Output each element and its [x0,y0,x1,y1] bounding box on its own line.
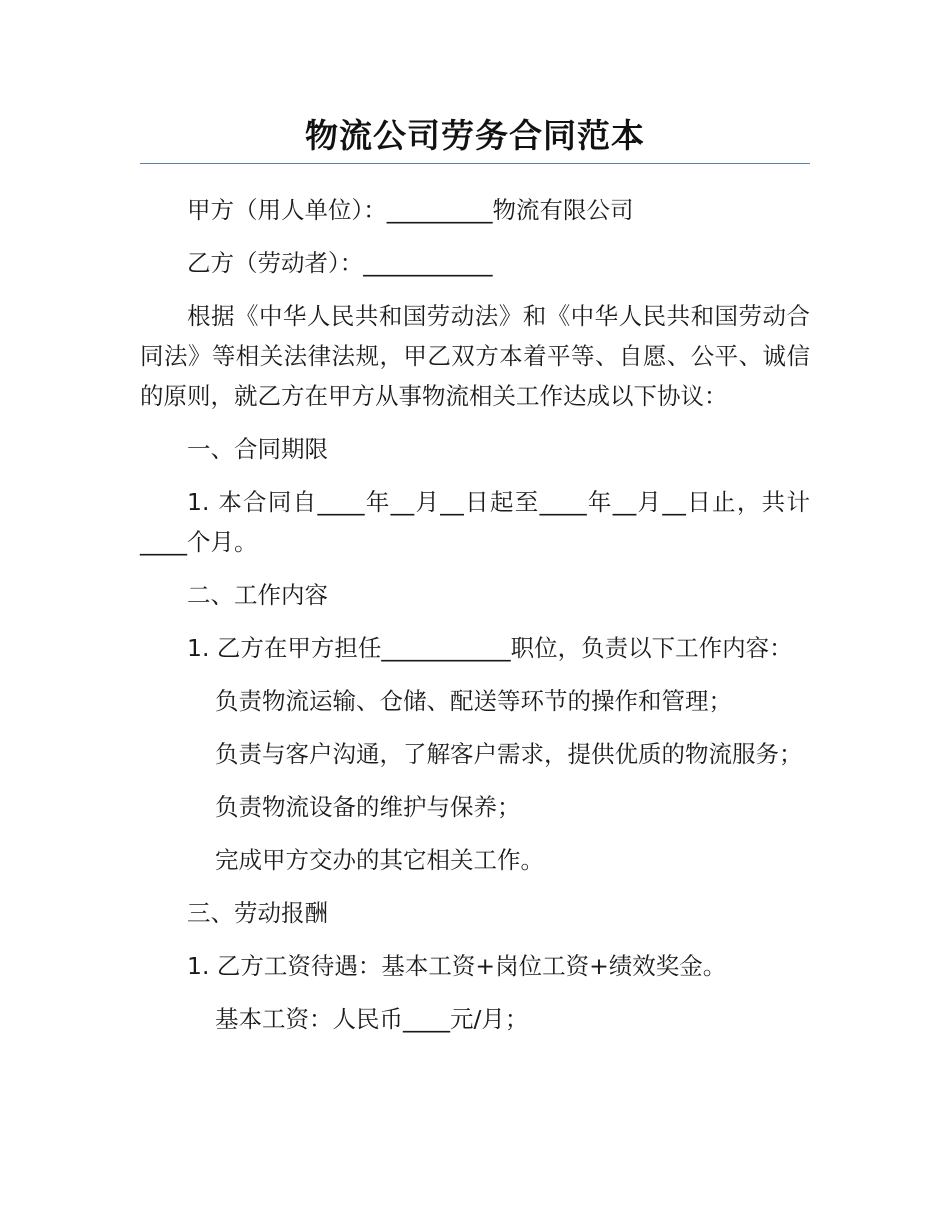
pay-clause-1: 1. 乙方工资待遇：基本工资+岗位工资+绩效奖金。 [187,952,727,980]
document-body [140,190,810,1052]
work-duty-item: 完成甲方交办的其它相关工作。 [215,846,544,874]
party-a-line: 甲方（用人单位）：_________物流有限公司 [187,196,634,224]
work-duty-item: 负责与客户沟通，了解客户需求，提供优质的物流服务； [215,740,803,768]
party-b-line: 乙方（劳动者）：___________ [187,249,493,277]
work-clause-1: 1. 乙方在甲方担任___________职位，负责以下工作内容： [187,634,793,662]
document-title: 物流公司劳务合同范本 [305,116,645,155]
section-heading-term: 一、合同期限 [187,435,328,463]
section-heading-pay: 三、劳动报酬 [187,899,328,927]
work-duty-item: 负责物流运输、仓储、配送等环节的操作和管理； [215,687,732,715]
pay-base-salary: 基本工资：人民币____元/月； [215,1005,529,1033]
preamble-paragraph: 根据《中华人民共和国劳动法》和《中华人民共和国劳动合同法》等相关法律法规，甲乙双方本着平等、自愿、公平、诚信的原则，就乙方在甲方从事物流相关工作达成以下协议： [140,302,810,410]
title-divider [140,163,810,164]
section-heading-work: 二、工作内容 [187,581,328,609]
work-duty-item: 负责物流设备的维护与保养； [215,793,521,821]
term-clause-1: 1. 本合同自____年__月__日起至____年__月__日止，共计____个月。 [140,488,810,556]
